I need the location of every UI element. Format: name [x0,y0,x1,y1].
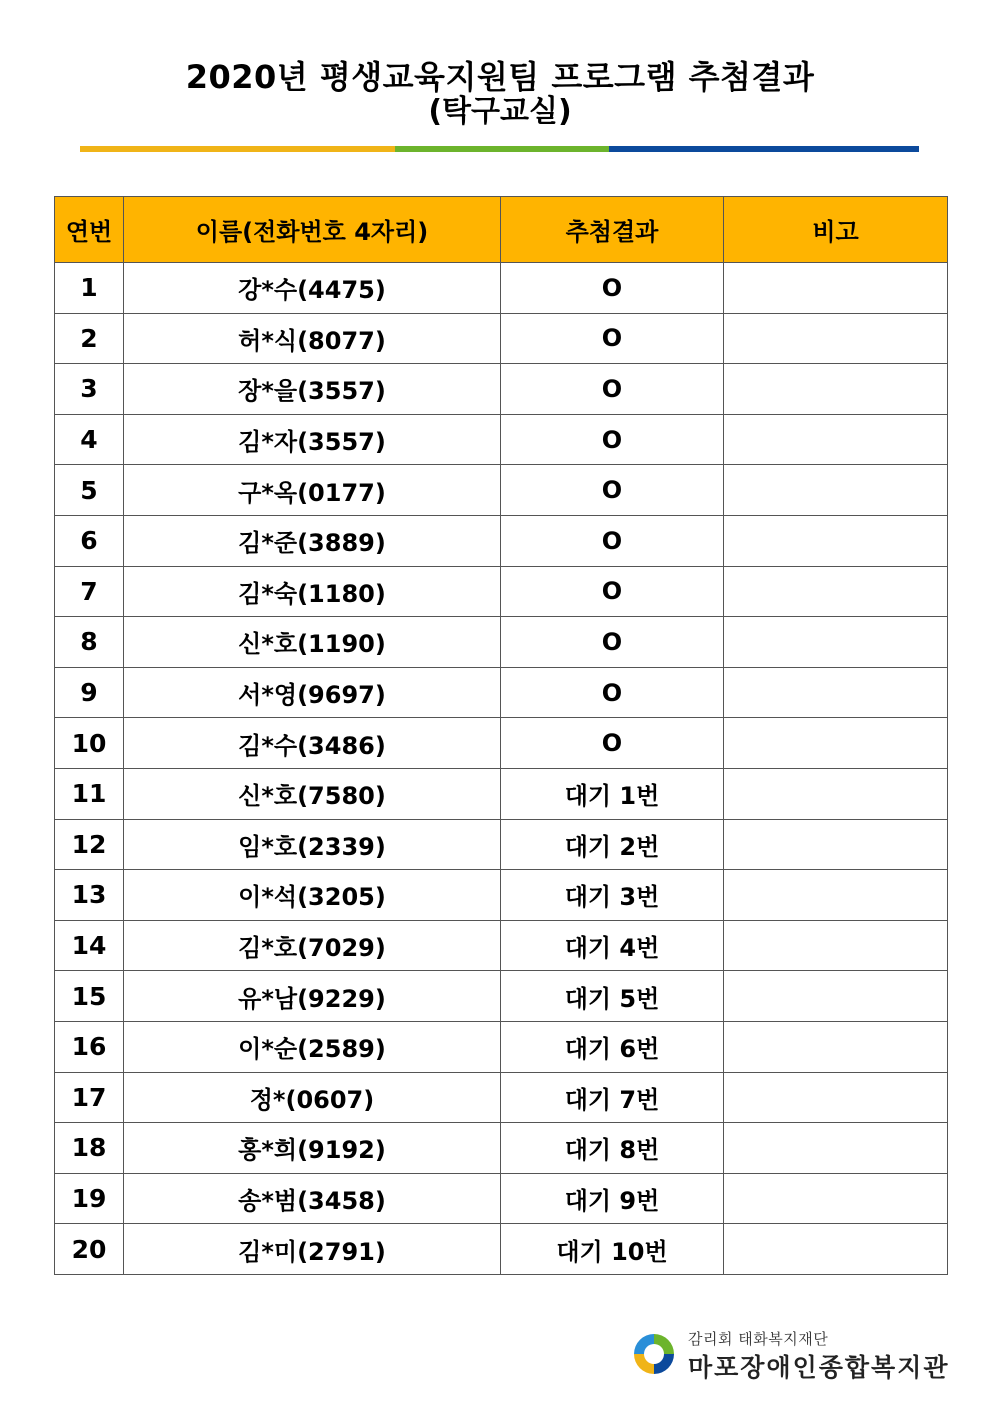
cell-note [724,1224,948,1275]
cell-result: 대기 8번 [501,1123,724,1174]
cell-no: 13 [55,870,124,921]
cell-result: 대기 3번 [501,870,724,921]
cell-result: 대기 6번 [501,1021,724,1072]
cell-no: 9 [55,667,124,718]
table-row [55,920,948,971]
cell-result: 대기 4번 [501,920,724,971]
table-row [55,617,948,668]
cell-name: 김*미(2791) [124,1224,501,1275]
cell-name: 김*숙(1180) [124,566,501,617]
title-underline-bar [80,146,919,152]
cell-note [724,1173,948,1224]
bar-segment-yellow [80,146,395,152]
cell-note [724,1072,948,1123]
cell-result: 대기 1번 [501,768,724,819]
table-row [55,1021,948,1072]
cell-name: 김*자(3557) [124,414,501,465]
cell-no: 4 [55,414,124,465]
cell-name: 허*식(8077) [124,313,501,364]
cell-note [724,870,948,921]
cell-no: 3 [55,364,124,415]
table-row [55,515,948,566]
cell-note [724,1123,948,1174]
cell-result: O [501,263,724,314]
cell-note [724,1021,948,1072]
cell-result: 대기 5번 [501,971,724,1022]
cell-name: 신*호(7580) [124,768,501,819]
document-title [0,58,1000,128]
cell-note [724,768,948,819]
cell-no: 15 [55,971,124,1022]
cell-result: O [501,465,724,516]
title-line-1: 2020년 평생교육지원팀 프로그램 추첨결과 [185,58,815,96]
cell-note [724,263,948,314]
cell-no: 8 [55,617,124,668]
cell-no: 11 [55,768,124,819]
cell-name: 정*(0607) [124,1072,501,1123]
table-row [55,263,948,314]
cell-no: 10 [55,718,124,769]
table-row [55,718,948,769]
header-name: 이름(전화번호 4자리) [124,197,501,263]
cell-name: 이*순(2589) [124,1021,501,1072]
table-row [55,313,948,364]
table-row [55,1173,948,1224]
cell-name: 임*호(2339) [124,819,501,870]
cell-no: 14 [55,920,124,971]
cell-no: 5 [55,465,124,516]
cell-result: 대기 2번 [501,819,724,870]
cell-name: 김*수(3486) [124,718,501,769]
cell-result: O [501,515,724,566]
cell-note [724,819,948,870]
cell-result: O [501,617,724,668]
table-header-row [55,197,948,263]
cell-no: 17 [55,1072,124,1123]
table-row [55,465,948,516]
cell-result: 대기 9번 [501,1173,724,1224]
cell-name: 서*영(9697) [124,667,501,718]
table-row [55,768,948,819]
cell-name: 송*범(3458) [124,1173,501,1224]
table-row [55,1072,948,1123]
cell-note [724,971,948,1022]
cell-note [724,920,948,971]
bar-segment-blue [609,146,919,152]
footer-organization [630,1328,960,1388]
header-no: 연번 [55,197,124,263]
cell-note [724,364,948,415]
cell-name: 장*을(3557) [124,364,501,415]
table-row [55,819,948,870]
cell-result: 대기 10번 [501,1224,724,1275]
foundation-name: 감리회 태화복지재단 [688,1330,829,1348]
table-row [55,870,948,921]
table-row [55,566,948,617]
cell-result: O [501,364,724,415]
cell-note [724,465,948,516]
cell-name: 김*준(3889) [124,515,501,566]
organization-name: 마포장애인종합복지관 [688,1353,950,1382]
cell-note [724,617,948,668]
foundation-logo-icon [630,1330,678,1378]
cell-no: 18 [55,1123,124,1174]
table-row [55,1224,948,1275]
cell-name: 유*남(9229) [124,971,501,1022]
cell-name: 이*석(3205) [124,870,501,921]
cell-note [724,313,948,364]
cell-name: 구*옥(0177) [124,465,501,516]
table-body [55,263,948,1275]
header-note: 비고 [724,197,948,263]
bar-segment-green [395,146,609,152]
cell-no: 12 [55,819,124,870]
cell-no: 1 [55,263,124,314]
cell-name: 강*수(4475) [124,263,501,314]
cell-name: 홍*희(9192) [124,1123,501,1174]
cell-no: 19 [55,1173,124,1224]
table-row [55,414,948,465]
title-line-2: (탁구교실) [428,94,572,129]
cell-name: 김*호(7029) [124,920,501,971]
cell-note [724,667,948,718]
cell-result: O [501,414,724,465]
cell-note [724,414,948,465]
cell-no: 6 [55,515,124,566]
cell-note [724,718,948,769]
header-result: 추첨결과 [501,197,724,263]
cell-note [724,515,948,566]
lottery-result-table [54,196,948,1275]
cell-result: O [501,667,724,718]
cell-result: 대기 7번 [501,1072,724,1123]
table-row [55,364,948,415]
cell-result: O [501,566,724,617]
cell-no: 7 [55,566,124,617]
table-row [55,971,948,1022]
cell-result: O [501,313,724,364]
cell-no: 16 [55,1021,124,1072]
table-row [55,1123,948,1174]
cell-no: 2 [55,313,124,364]
cell-note [724,566,948,617]
table-row [55,667,948,718]
cell-name: 신*호(1190) [124,617,501,668]
cell-no: 20 [55,1224,124,1275]
cell-result: O [501,718,724,769]
